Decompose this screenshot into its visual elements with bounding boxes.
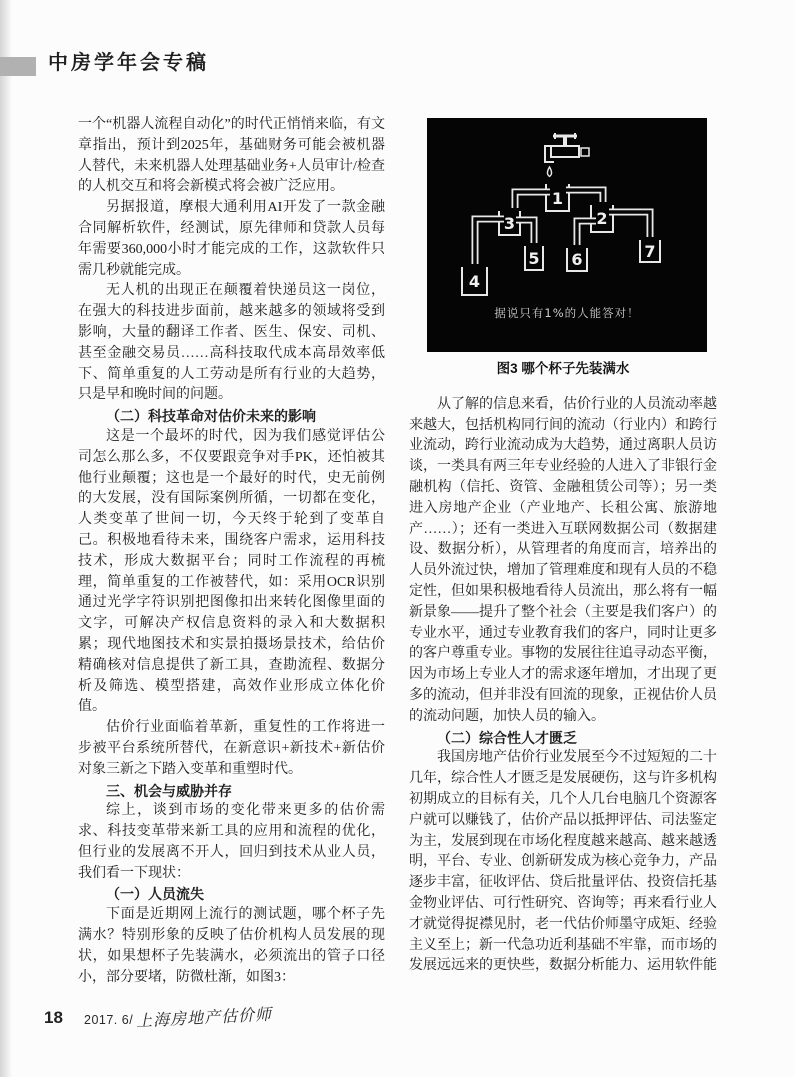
section-heading-opportunity-threat: 三、机会与威胁并存 bbox=[106, 782, 232, 799]
cup-7-label: 7 bbox=[644, 242, 656, 261]
paragraph-report: 另据报道，摩根大通利用AI开发了一款金融合同解析软件，经测试，原先律师和贷款人员每年需要360,000小时才能完成的工作，这款软件只需几秒就能完成。 bbox=[78, 200, 385, 278]
right-column bbox=[409, 115, 717, 977]
cup-2-label: 2 bbox=[596, 209, 608, 228]
figure-note: 据说只有1%的人能答对！ bbox=[494, 306, 640, 320]
paragraph-cup-test: 下面是近期网上流行的测试题，哪个杯子先满水？特别形象的反映了估价机构人员发展的现状，如果想杯子先装满水，必须流出的管子口径小，部分要堵，防微杜渐，如图3： bbox=[78, 907, 385, 985]
header-accent-bar bbox=[0, 57, 36, 76]
section-heading-staff-loss: （一）人员流失 bbox=[106, 886, 204, 903]
section-heading-tech-revolution: （二）科技革命对估价未来的影响 bbox=[106, 408, 316, 425]
paragraph-talent: 我国房地产估价行业发展至今不过短短的二十几年，综合性人才匮乏是发展硬伤，这与许多机构初期成立的目标有关，几个人几台电脑几个资源客户就可以赚钱了，估价产品以抵押评估、司法鉴定为主，发展到现在市场化程度越来越高、越来越透明，平台、专业、创新研发成为核心竞争力，产品逐步丰富，征收评估、贷后批量评估、投资信托基金物业评估、可行性研究、咨询等；再来看行业人才就觉得捉襟见肘，老一代估价师墨守成矩、经验主义至上；新一代急功近利基础不牢靠，而市场的发展远远来的更快些，数据分析能力、运用软件能 bbox=[409, 750, 717, 974]
figure-cups-puzzle bbox=[427, 118, 707, 352]
page-footer bbox=[0, 1003, 794, 1043]
scan-edge-shadow bbox=[0, 0, 12, 1077]
issue-date: 2017. 6/ bbox=[84, 1013, 134, 1027]
page-number: 18 bbox=[44, 1008, 63, 1027]
figure-caption: 图3 哪个杯子先装满水 bbox=[496, 361, 630, 376]
paragraph-staff-flow: 从了解的信息来看，估价行业的人员流动率越来越大，包括机构同行间的流动（行业内）和跨行业流动，跨行业流动成为大趋势，通过离职人员访谈，一类具有两三年专业经验的人进入了非银行金融机构（信托、资管、金融租赁公司等）；另一类进入房地产企业（产业地产、长租公寓、旅游地产……）；还有一类进入互联网数据公司（数据建设、数据分析），从管理者的角度而言，培养出的人员外流过快，增加了管理难度和现有人员的不稳定性，但如果积极地看待人员流出，那么将有一幅新景象——提升了整个社会（主要是我们客户）的专业水平，通过专业教育我们的客户，同时让更多的客户尊重专业。事物的发展往往追寻动态平衡，因为市场上专业人才的需求逐年增加，才出现了更多的流动，但并非没有回流的现象，正视估价人员的流动问题，加快人员的输入。 bbox=[409, 396, 717, 724]
paragraph-intro: 一个“机器人流程自动化”的时代正悄悄来临，有文章指出，预计到2025年，基础财务可能会被机器人替代，未来机器人处理基础业务+人员审计/检查的人机交互和将会新模式将会被广泛应用。 bbox=[78, 117, 385, 195]
cups-puzzle-image bbox=[427, 118, 707, 352]
journal-name-script: 上海房地产估价师 bbox=[135, 1004, 273, 1031]
paragraph-drone: 无人机的出现正在颠覆着快递员这一岗位，在强大的科技进步面前，越来越多的领域将受到影响，大量的翻译工作者、医生、保安、司机、甚至金融交易员……高科技取代成本高昂效率低下、简单重复的人工劳动是所有行业的大趋势，只是早和晚时间的问题。 bbox=[78, 283, 385, 403]
paragraph-renew: 估价行业面临着革新，重复性的工作将进一步被平台系统所替代，在新意识+新技术+新估价对象三新之下踏入变革和重塑时代。 bbox=[78, 720, 385, 777]
cup-1-label: 1 bbox=[551, 189, 564, 208]
left-column bbox=[78, 115, 385, 988]
cup-5-label: 5 bbox=[528, 249, 540, 268]
section-heading-talent-shortage: （二）综合性人才匮乏 bbox=[437, 729, 577, 746]
cup-3-label: 3 bbox=[503, 214, 516, 233]
paragraph-summary: 综上，谈到市场的变化带来更多的估价需求、科技变革带来新工具的应用和流程的优化，但行业的发展离不开人，回归到技术从业人员，我们看一下现状： bbox=[78, 803, 385, 881]
paragraph-era: 这是一个最坏的时代，因为我们感觉评估公司怎么那么多，不仅要跟竞争对手PK，还怕被其他行业颠覆；这也是一个最好的时代，史无前例的大发展，没有国际案例所循，一切都在变化，人类变革了世间一切，今天终于轮到了变革自己。积极地看待未来，围绕客户需求，运用科技技术，形成大数据平台；同时工作流程的再梳理，简单重复的工作被替代，如：采用OCR识别通过光学字符识别把图像扣出来转化图像里面的文字，可解决产权信息资料的录入和大数据积累；现代地图技术和实景拍摄场景技术，给估价精确核对信息提供了新工具，查勘流程、数据分析及筛选、模型搭建，高效作业形成立体化价值。 bbox=[78, 428, 385, 715]
header-title: 中房学年会专稿 bbox=[48, 52, 209, 74]
cup-4-label: 4 bbox=[468, 272, 481, 291]
cup-6-label: 6 bbox=[571, 250, 583, 269]
